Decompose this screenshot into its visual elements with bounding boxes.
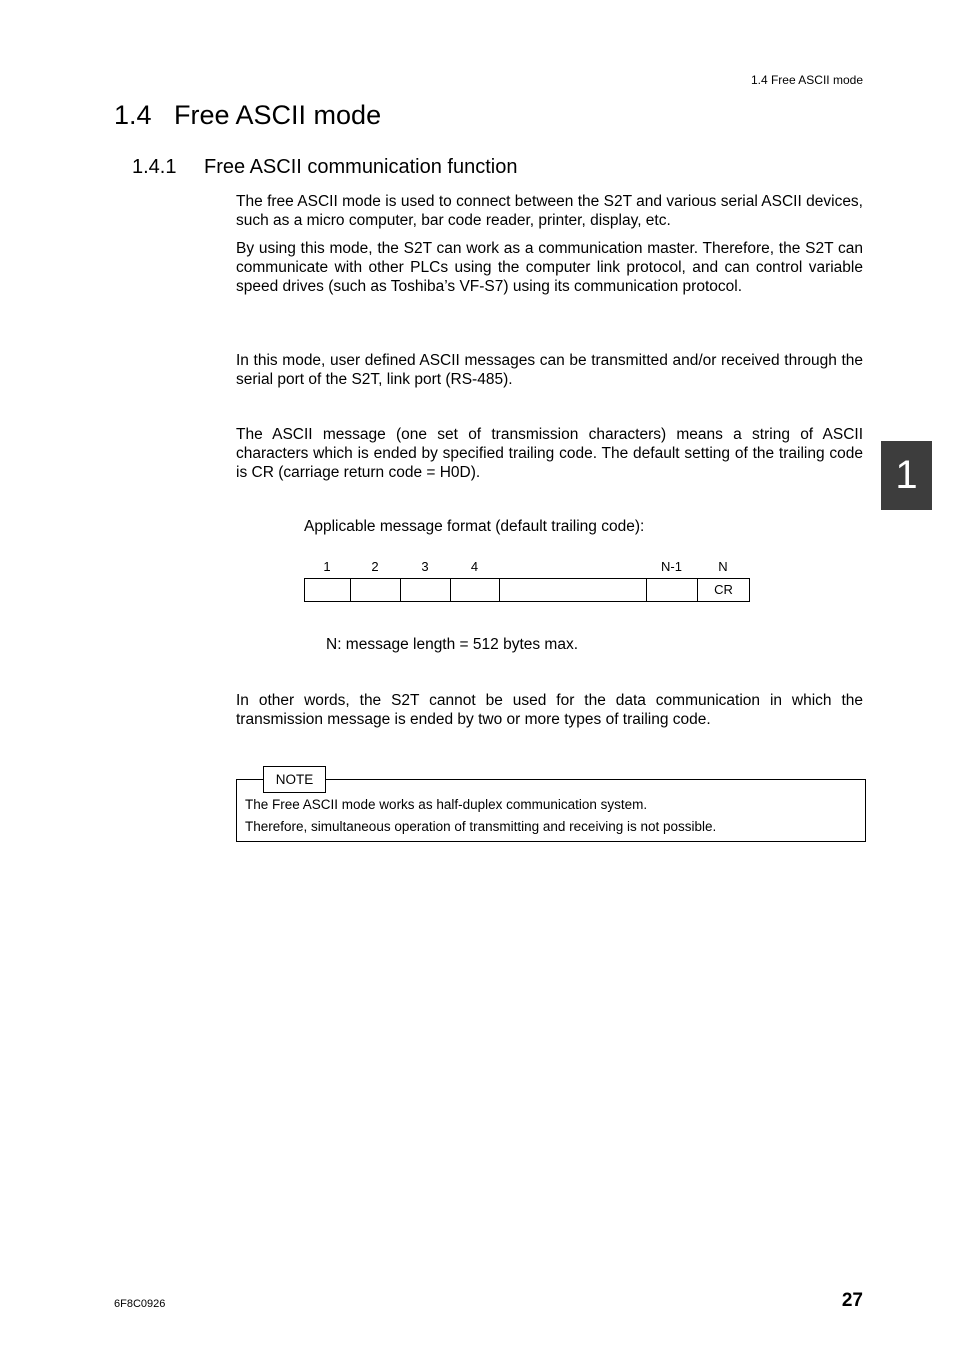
format-cell-gap [500, 579, 647, 601]
format-cell-4 [451, 579, 500, 601]
paragraph-intro: The free ASCII mode is used to connect between the S2T and various serial ASCII devices, such as a micro computer, bar code reader, printer, display, etc. [236, 193, 863, 229]
format-index-n: N [718, 559, 728, 574]
format-cell-cr: CR [714, 582, 733, 597]
format-index-1: 1 [323, 559, 331, 574]
chapter-tab: 1 [881, 441, 932, 510]
paragraph-limitation: In other words, the S2T cannot be used for the data communication in which the transmission message is ended by two or more types of trailing code. [236, 692, 863, 728]
note-line-2: Therefore, simultaneous operation of transmitting and receiving is not possible. [245, 819, 717, 834]
section-number: 1.4 [114, 100, 152, 130]
message-length-note: N: message length = 512 bytes max. [326, 636, 579, 653]
format-cell-n-minus-1 [647, 579, 698, 601]
page-number: 27 [841, 1290, 863, 1311]
format-cell-2 [351, 579, 401, 601]
section-heading [114, 100, 381, 131]
subsection-heading [132, 156, 517, 179]
paragraph-trailing-code: The ASCII message (one set of transmission characters) means a string of ASCII characters which is ended by specified trailing code. The default setting of the trailing code is CR (carriage return code = H0D). [236, 426, 863, 481]
paragraph-master: By using this mode, the S2T can work as a communication master. Therefore, the S2T can communicate with other PLCs using the computer link protocol, and can control variable speed drives (such as Toshiba’s VF-S7) using its communication protocol. [236, 240, 863, 295]
running-header: 1.4 Free ASCII mode [750, 73, 863, 87]
paragraph-messages: In this mode, user defined ASCII messages can be transmitted and/or received through the serial port of the S2T, link port (RS-485). [236, 352, 863, 388]
format-cell-3 [401, 579, 451, 601]
format-cell-1 [305, 579, 351, 601]
format-index-n-minus-1: N-1 [661, 559, 682, 574]
format-index-3: 3 [421, 559, 429, 574]
document-code: 6F8C0926 [114, 1298, 166, 1310]
format-index-4: 4 [470, 559, 479, 574]
message-format-table [304, 578, 750, 602]
subsection-number: 1.4.1 [132, 156, 177, 178]
note-line-1: The Free ASCII mode works as half-duplex communication system. [245, 797, 648, 812]
format-caption: Applicable message format (default trailing code): [304, 518, 645, 535]
format-index-2: 2 [371, 559, 379, 574]
subsection-title: Free ASCII communication function [204, 156, 518, 178]
note-label: NOTE [263, 766, 326, 793]
section-title: Free ASCII mode [174, 100, 382, 130]
